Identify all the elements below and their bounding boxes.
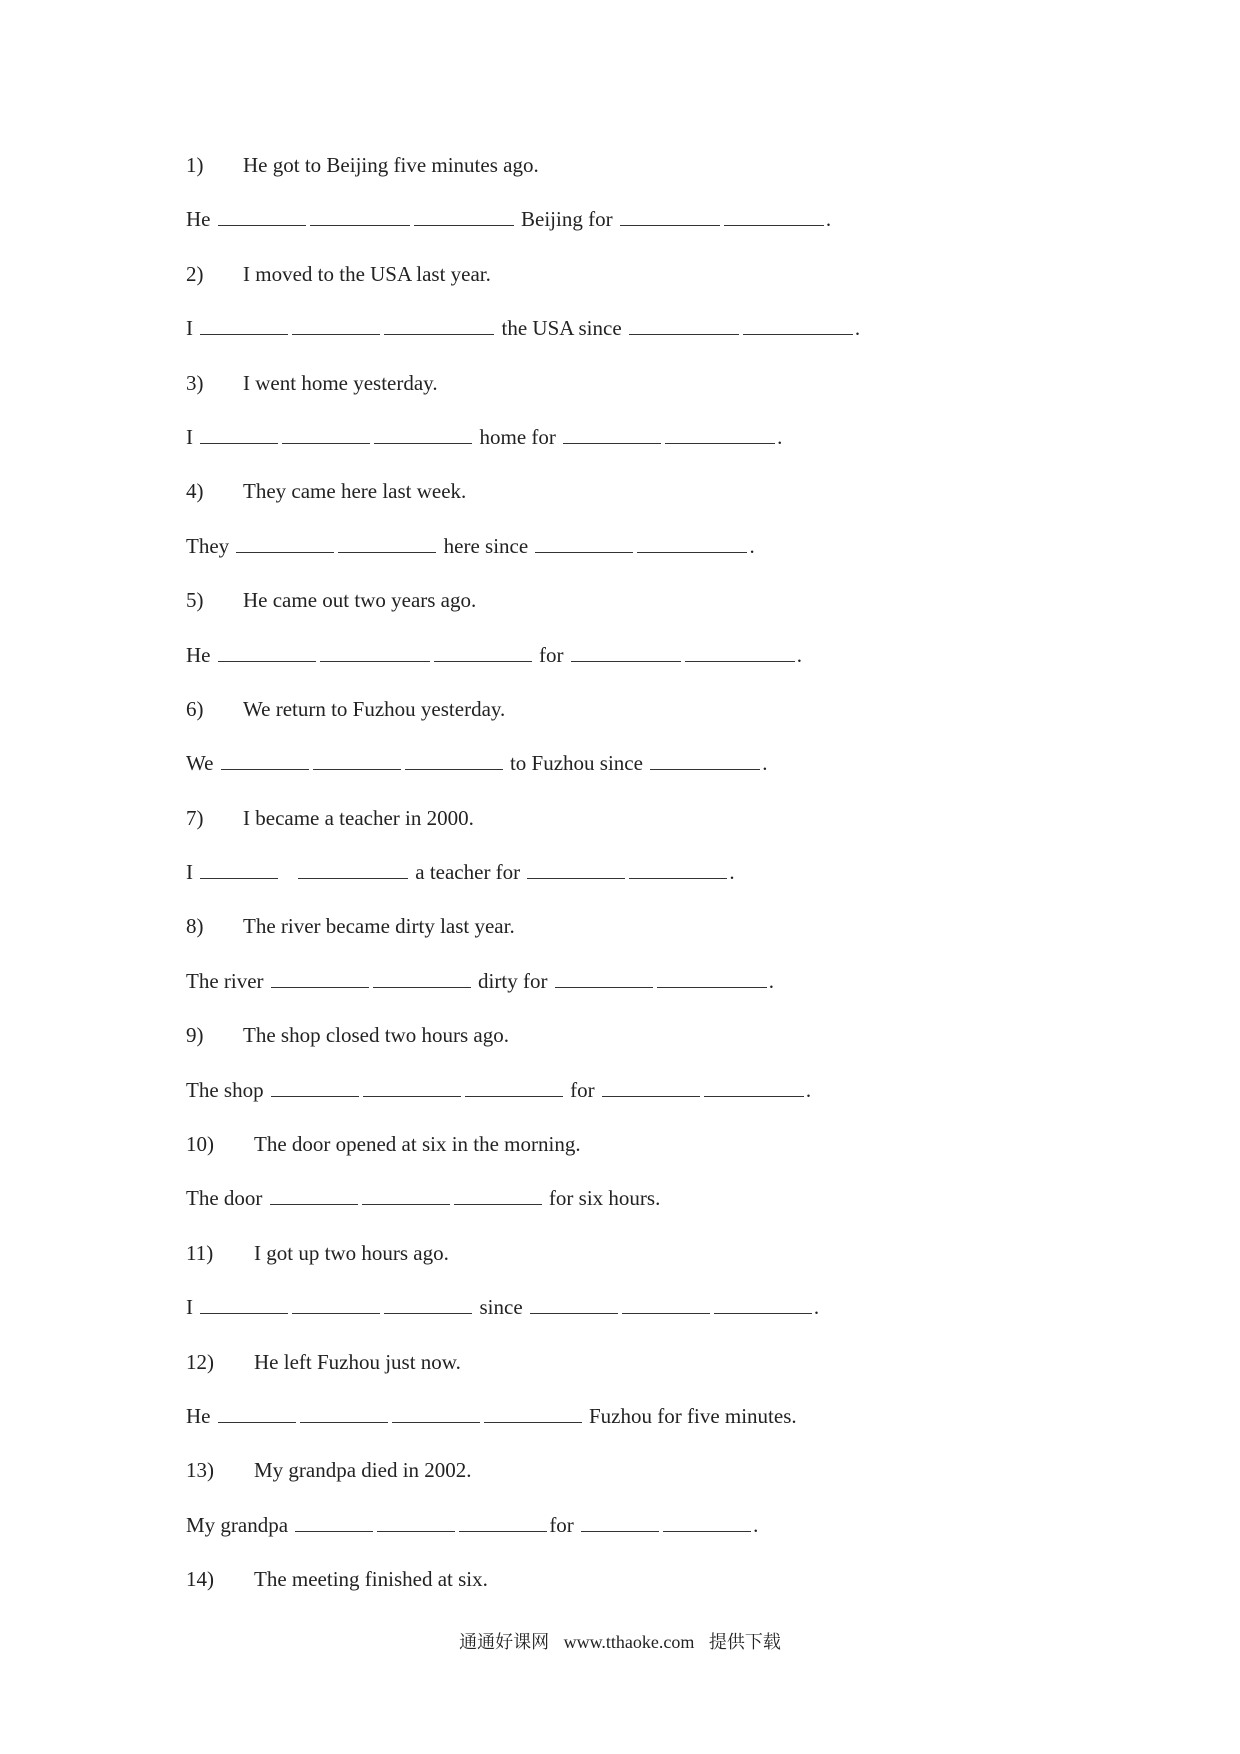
question-line <box>186 690 1086 744</box>
answer-blank[interactable] <box>377 1507 455 1532</box>
answer-text: I <box>186 424 199 449</box>
answer-blank[interactable] <box>704 1072 804 1097</box>
answer-blank[interactable] <box>414 201 514 226</box>
answer-line <box>186 418 1086 472</box>
question-sentence: He got to Beijing five minutes ago. <box>243 153 539 177</box>
question-line <box>186 1451 1086 1505</box>
question-number: 13) <box>186 1458 214 1483</box>
answer-blank[interactable] <box>363 1072 461 1097</box>
answer-blank[interactable] <box>743 310 853 335</box>
answer-text: . <box>825 207 832 232</box>
question-number: 7) <box>186 805 204 830</box>
answer-line <box>186 1397 1086 1451</box>
question-line <box>186 907 1086 961</box>
answer-line <box>186 962 1086 1016</box>
question-sentence: They came here last week. <box>243 479 467 504</box>
answer-line <box>186 744 1086 798</box>
answer-blank[interactable] <box>218 637 316 662</box>
question-number: 10) <box>186 1132 214 1157</box>
answer-text: . <box>753 1512 759 1537</box>
answer-text: He <box>186 1403 216 1428</box>
answer-blank[interactable] <box>338 528 436 553</box>
answer-blank[interactable] <box>236 528 334 553</box>
question-number: 6) <box>186 696 204 721</box>
question-sentence: My grandpa died in 2002. <box>254 1458 472 1483</box>
question-line <box>186 255 1086 309</box>
answer-text: I <box>186 860 199 885</box>
question-line <box>186 1343 1086 1397</box>
question-number: 8) <box>186 914 204 939</box>
answer-blank[interactable] <box>555 963 653 988</box>
answer-blank[interactable] <box>218 201 306 226</box>
answer-blank[interactable] <box>384 1289 472 1314</box>
answer-text: for <box>549 1512 580 1537</box>
question-line <box>186 472 1086 526</box>
answer-blank[interactable] <box>530 1289 618 1314</box>
answer-text: I <box>186 316 199 341</box>
exercise-list <box>186 146 1086 1615</box>
answer-line <box>186 1288 1086 1342</box>
answer-blank[interactable] <box>665 419 775 444</box>
answer-text: Fuzhou for five minutes. <box>583 1403 797 1428</box>
answer-text: a teacher for <box>410 860 526 885</box>
question-sentence: I became a teacher in 2000. <box>243 805 474 830</box>
answer-text: . <box>805 1077 812 1102</box>
answer-blank[interactable] <box>373 963 471 988</box>
question-number: 5) <box>186 588 204 613</box>
footer-url: www.tthaoke.com <box>563 1632 695 1652</box>
answer-text: We <box>186 751 219 776</box>
answer-text: They <box>186 533 235 558</box>
question-number: 14) <box>186 1567 214 1592</box>
answer-blank[interactable] <box>320 637 430 662</box>
answer-text: I <box>186 1295 199 1320</box>
answer-blank[interactable] <box>459 1507 547 1532</box>
question-sentence: I went home yesterday. <box>243 370 438 395</box>
answer-line <box>186 1179 1086 1233</box>
answer-blank[interactable] <box>200 1289 288 1314</box>
answer-blank[interactable] <box>484 1398 582 1423</box>
answer-text: for six hours. <box>543 1186 661 1211</box>
question-line <box>186 1016 1086 1070</box>
question-line <box>186 1125 1086 1179</box>
answer-blank[interactable] <box>657 963 767 988</box>
answer-blank[interactable] <box>313 745 401 770</box>
answer-text: The river <box>186 968 269 993</box>
answer-text: . <box>796 642 802 667</box>
answer-text: Beijing for <box>515 207 618 232</box>
answer-blank[interactable] <box>637 528 747 553</box>
answer-text: The shop <box>186 1077 269 1102</box>
answer-text: The door <box>186 1186 268 1211</box>
answer-line <box>186 1506 1086 1560</box>
answer-text: . <box>854 316 861 341</box>
answer-blank[interactable] <box>271 963 369 988</box>
answer-blank[interactable] <box>271 1072 359 1097</box>
answer-blank[interactable] <box>650 745 760 770</box>
answer-text <box>280 860 296 884</box>
answer-blank[interactable] <box>200 854 278 879</box>
answer-blank[interactable] <box>200 310 288 335</box>
answer-text: to Fuzhou since <box>504 751 649 776</box>
answer-blank[interactable] <box>384 310 494 335</box>
question-line <box>186 581 1086 635</box>
answer-blank[interactable] <box>535 528 633 553</box>
answer-blank[interactable] <box>663 1507 751 1532</box>
answer-line <box>186 636 1086 690</box>
answer-blank[interactable] <box>295 1507 373 1532</box>
answer-blank[interactable] <box>527 854 625 879</box>
answer-blank[interactable] <box>563 419 661 444</box>
answer-blank[interactable] <box>300 1398 388 1423</box>
answer-blank[interactable] <box>405 745 503 770</box>
page-footer <box>0 1628 1240 1654</box>
question-sentence: The shop closed two hours ago. <box>243 1023 509 1048</box>
question-sentence: We return to Fuzhou yesterday. <box>243 696 506 721</box>
question-line <box>186 799 1086 853</box>
answer-blank[interactable] <box>221 745 309 770</box>
question-number: 9) <box>186 1023 204 1048</box>
answer-text: for <box>564 1077 600 1102</box>
answer-blank[interactable] <box>714 1289 812 1314</box>
answer-blank[interactable] <box>622 1289 710 1314</box>
answer-line <box>186 527 1086 581</box>
answer-text: here since <box>438 533 534 558</box>
answer-line <box>186 200 1086 254</box>
answer-blank[interactable] <box>310 201 410 226</box>
question-number: 12) <box>186 1349 214 1374</box>
question-number: 3) <box>186 370 204 395</box>
answer-blank[interactable] <box>685 637 795 662</box>
question-sentence: I moved to the USA last year. <box>243 261 491 286</box>
question-number: 4) <box>186 479 204 504</box>
answer-line <box>186 1071 1086 1125</box>
answer-text: the USA since <box>496 316 627 341</box>
question-sentence: The door opened at six in the morning. <box>254 1132 581 1157</box>
answer-text: for <box>533 642 569 667</box>
answer-blank[interactable] <box>270 1180 358 1205</box>
answer-blank[interactable] <box>434 637 532 662</box>
answer-text: . <box>777 424 783 449</box>
question-sentence: He left Fuzhou just now. <box>254 1349 461 1374</box>
answer-text: home for <box>474 424 562 449</box>
answer-text: . <box>813 1295 820 1320</box>
answer-text: dirty for <box>472 968 553 993</box>
answer-blank[interactable] <box>292 310 380 335</box>
answer-line <box>186 853 1086 907</box>
footer-site-name: 通通好课网 <box>459 1632 550 1652</box>
answer-blank[interactable] <box>581 1507 659 1532</box>
answer-blank[interactable] <box>282 419 370 444</box>
question-number: 1) <box>186 153 204 177</box>
question-sentence: The river became dirty last year. <box>243 914 515 939</box>
question-line <box>186 1560 1086 1614</box>
question-sentence: The meeting finished at six. <box>254 1567 488 1592</box>
footer-suffix: 提供下载 <box>708 1632 781 1652</box>
answer-text: My grandpa <box>186 1512 294 1537</box>
question-line <box>186 364 1086 418</box>
answer-blank[interactable] <box>465 1072 563 1097</box>
answer-blank[interactable] <box>292 1289 380 1314</box>
question-line <box>186 1234 1086 1288</box>
answer-blank[interactable] <box>571 637 681 662</box>
question-sentence: He came out two years ago. <box>243 588 477 613</box>
answer-blank[interactable] <box>362 1180 450 1205</box>
question-sentence: I got up two hours ago. <box>254 1240 449 1265</box>
answer-blank[interactable] <box>620 201 720 226</box>
answer-blank[interactable] <box>374 419 472 444</box>
answer-text: He <box>186 642 216 667</box>
answer-blank[interactable] <box>200 419 278 444</box>
answer-text: since <box>474 1295 528 1320</box>
answer-blank[interactable] <box>392 1398 480 1423</box>
question-line <box>186 146 1086 200</box>
answer-blank[interactable] <box>454 1180 542 1205</box>
answer-text: He <box>186 207 216 232</box>
answer-text: . <box>768 968 774 993</box>
answer-blank[interactable] <box>629 310 739 335</box>
answer-blank[interactable] <box>298 854 408 879</box>
question-number: 11) <box>186 1240 214 1265</box>
answer-blank[interactable] <box>629 854 727 879</box>
question-number: 2) <box>186 261 204 286</box>
answer-blank[interactable] <box>602 1072 700 1097</box>
answer-text: . <box>729 860 735 885</box>
answer-line <box>186 309 1086 363</box>
answer-text: . <box>762 751 768 776</box>
answer-text: . <box>749 533 755 558</box>
answer-blank[interactable] <box>724 201 824 226</box>
answer-blank[interactable] <box>218 1398 296 1423</box>
